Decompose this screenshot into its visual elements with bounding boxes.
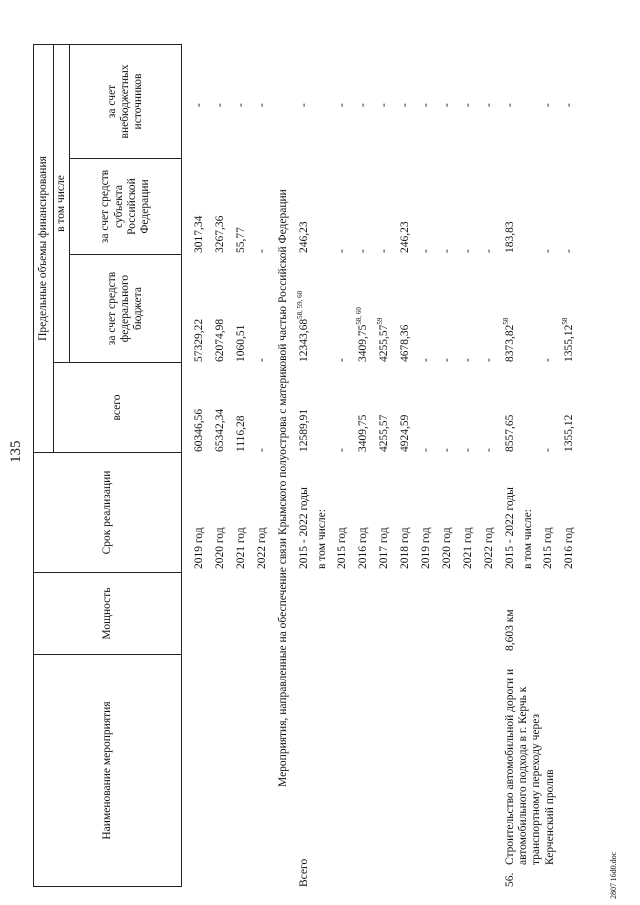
table-row — [333, 45, 354, 887]
cell-reg: 246,23 — [399, 221, 411, 253]
cell-reg: - — [357, 249, 369, 253]
document-id: 2807 16d0.doc — [609, 851, 618, 899]
cell-total: - — [483, 448, 495, 452]
cell-period: 2018 год — [399, 527, 411, 569]
cell-period: 2017 год — [378, 527, 390, 569]
table-row: 2021 год 1116,28 1060,51 55,77 - — [235, 103, 247, 569]
cell-fed: - — [483, 358, 495, 362]
header-power: Мощность — [34, 573, 182, 655]
table-row: 2022 год - - - - — [256, 103, 268, 569]
header-period: Срок реализации — [34, 453, 182, 573]
cell-fed: 3409,75$^{58, 60}$ — [355, 307, 369, 362]
page-number: 135 — [8, 440, 24, 463]
cell-period: 2022 год — [483, 527, 495, 569]
table-row — [560, 45, 581, 887]
cell-total: 4924,59 — [399, 414, 411, 452]
table-row — [375, 45, 396, 887]
cell-total: - — [542, 448, 554, 452]
cell-fed: - — [336, 358, 348, 362]
header-name: Наименование мероприятия — [34, 655, 182, 887]
header-including: в том числе — [54, 45, 70, 363]
cell-reg: - — [420, 249, 432, 253]
table-row — [417, 45, 438, 887]
cell-fed: 4255,57$^{59}$ — [376, 317, 390, 362]
table-row — [438, 45, 459, 887]
cell-fed: - — [542, 358, 554, 362]
cell-total: 4255,57 — [378, 414, 390, 452]
cell-total: - — [462, 448, 474, 452]
cell-period: 2016 год — [357, 527, 369, 569]
table-row — [459, 45, 480, 887]
cell-reg: - — [441, 249, 453, 253]
cell-extra: - — [378, 103, 390, 107]
cell-fed: - — [441, 358, 453, 362]
cell-period: 2021 год — [462, 527, 474, 569]
cell-total: 3409,75 — [357, 414, 369, 452]
cell-total: 1355,12 — [563, 414, 575, 452]
section-title: Мероприятия, направленные на обеспечение связи Крымского полуострова с материковой частью Российской Федерации — [277, 189, 289, 787]
cell-period: 2015 год — [542, 527, 554, 569]
item-name: Строительство автомобильной дороги и автомобильного подхода в г. Керчь к транспортному переходу через Керченский пролив — [504, 668, 556, 865]
cell-extra: - — [483, 103, 495, 107]
cell-reg: - — [462, 249, 474, 253]
table-body — [190, 45, 581, 887]
cell-reg: - — [542, 249, 554, 253]
table-row — [354, 45, 375, 887]
item-56-row: 56. Строительство автомобильной дороги и автомобильного подхода в г. Керчь к транспортному переходу через Керченский пролив 8,603 км 2015 - 2022 годы 8557,65 8373,82$^{58}$ 183,83 - — [502, 103, 556, 887]
header-extra: за счет внебюджетных источников — [70, 45, 182, 159]
section-row — [274, 45, 295, 887]
cell-period: 2019 год — [420, 527, 432, 569]
cell-reg: - — [378, 249, 390, 253]
cell-extra: - — [542, 103, 554, 107]
cell-fed: 4678,36 — [399, 324, 411, 362]
cell-extra: - — [441, 103, 453, 107]
header-limits: Предельные объемы финансирования — [34, 45, 54, 453]
table-row — [480, 45, 501, 887]
table-row: 2019 год 60346,56 57329,22 3017,34 - — [193, 103, 205, 569]
cell-total: - — [336, 448, 348, 452]
table-row — [396, 45, 417, 887]
table-row: в том числе: — [522, 509, 534, 569]
cell-period: 2020 год — [441, 527, 453, 569]
cell-reg: - — [563, 249, 575, 253]
cell-reg: - — [336, 249, 348, 253]
cell-fed: 1355,12$^{58}$ — [561, 317, 575, 362]
cell-fed: - — [462, 358, 474, 362]
header-fed: за счет средств федерального бюджета — [70, 255, 182, 363]
item-power: 8,603 км — [504, 609, 516, 651]
cell-reg: - — [483, 249, 495, 253]
item-number: 56. — [504, 872, 516, 887]
header-reg: за счет средств субъекта Российской Федерации — [70, 159, 182, 255]
header-total: всего — [54, 363, 182, 453]
cell-total: - — [420, 448, 432, 452]
cell-fed: - — [420, 358, 432, 362]
cell-extra: - — [563, 103, 575, 107]
cell-extra: - — [357, 103, 369, 107]
financing-table-header — [33, 44, 182, 887]
cell-extra: - — [399, 103, 411, 107]
cell-total: - — [441, 448, 453, 452]
cell-extra: - — [462, 103, 474, 107]
total-label: Всего — [298, 858, 310, 887]
cell-extra: - — [420, 103, 432, 107]
table-row: в том числе: — [316, 509, 328, 569]
total-row: Всего 2015 - 2022 годы 12589,91 12343,68$^{58, 59, 60}$ 246,23 - — [296, 103, 310, 887]
cell-extra: - — [336, 103, 348, 107]
table-row — [539, 45, 560, 887]
cell-period: 2016 год — [563, 527, 575, 569]
cell-period: 2015 год — [336, 527, 348, 569]
table-row: 2020 год 65342,34 62074,98 3267,36 - — [214, 103, 226, 569]
